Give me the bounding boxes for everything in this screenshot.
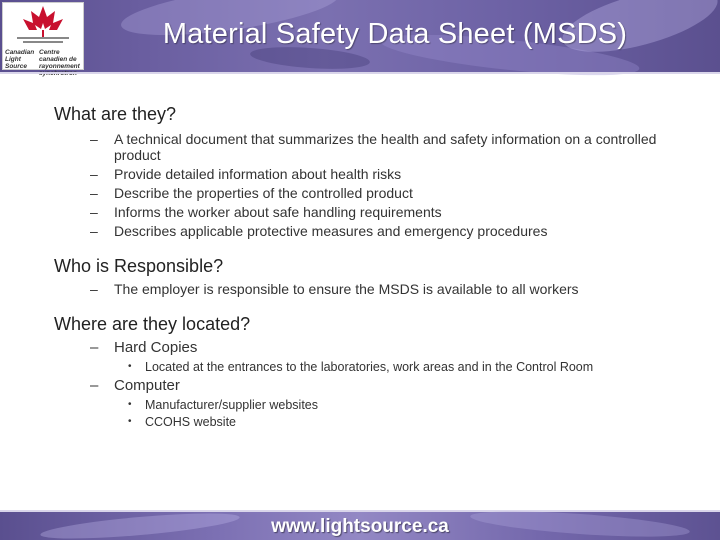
list-item: – A technical document that summarizes the health and safety information on a controlled product bbox=[90, 131, 657, 163]
slide-content bbox=[54, 103, 694, 431]
header-banner bbox=[0, 0, 720, 72]
section-heading: Who is Responsible? bbox=[54, 256, 224, 276]
list-item: • Manufacturer/supplier websites bbox=[128, 398, 318, 412]
section-location bbox=[54, 313, 694, 430]
page-title: Material Safety Data Sheet (MSDS) bbox=[162, 18, 628, 50]
footer-url[interactable]: www.lightsource.ca bbox=[271, 516, 449, 537]
dash-list bbox=[54, 281, 694, 297]
list-item: – Describe the properties of the controlled product bbox=[90, 185, 413, 201]
section-heading: What are they? bbox=[54, 104, 177, 124]
section-what bbox=[54, 103, 694, 239]
list-item: • Located at the entrances to the laboratories, work areas and in the Control Room bbox=[128, 360, 594, 374]
list-item: – Informs the worker about safe handling requirements bbox=[90, 204, 442, 220]
maple-leaf-icon bbox=[3, 3, 83, 49]
logo-text-fr: Centre canadien de rayonnement bbox=[39, 49, 80, 70]
bullet-list bbox=[54, 397, 694, 430]
footer-banner bbox=[0, 512, 720, 540]
list-item: – Hard Copies bbox=[90, 339, 198, 356]
logo-text-en: Canadian Light Source bbox=[5, 49, 35, 70]
dash-list bbox=[54, 131, 694, 239]
list-item: – The employer is responsible to ensure the MSDS is available to all workers bbox=[90, 281, 579, 297]
section-responsible bbox=[54, 255, 694, 297]
list-item: – Describes applicable protective measures and emergency procedures bbox=[90, 223, 548, 239]
list-item: – Provide detailed information about health risks bbox=[90, 166, 402, 182]
section-heading: Where are they located? bbox=[54, 314, 251, 334]
list-item: – Computer bbox=[90, 377, 180, 394]
list-item: • CCOHS website bbox=[128, 415, 236, 429]
cls-logo bbox=[2, 2, 84, 70]
bullet-list bbox=[54, 359, 694, 375]
header-divider bbox=[0, 72, 720, 74]
